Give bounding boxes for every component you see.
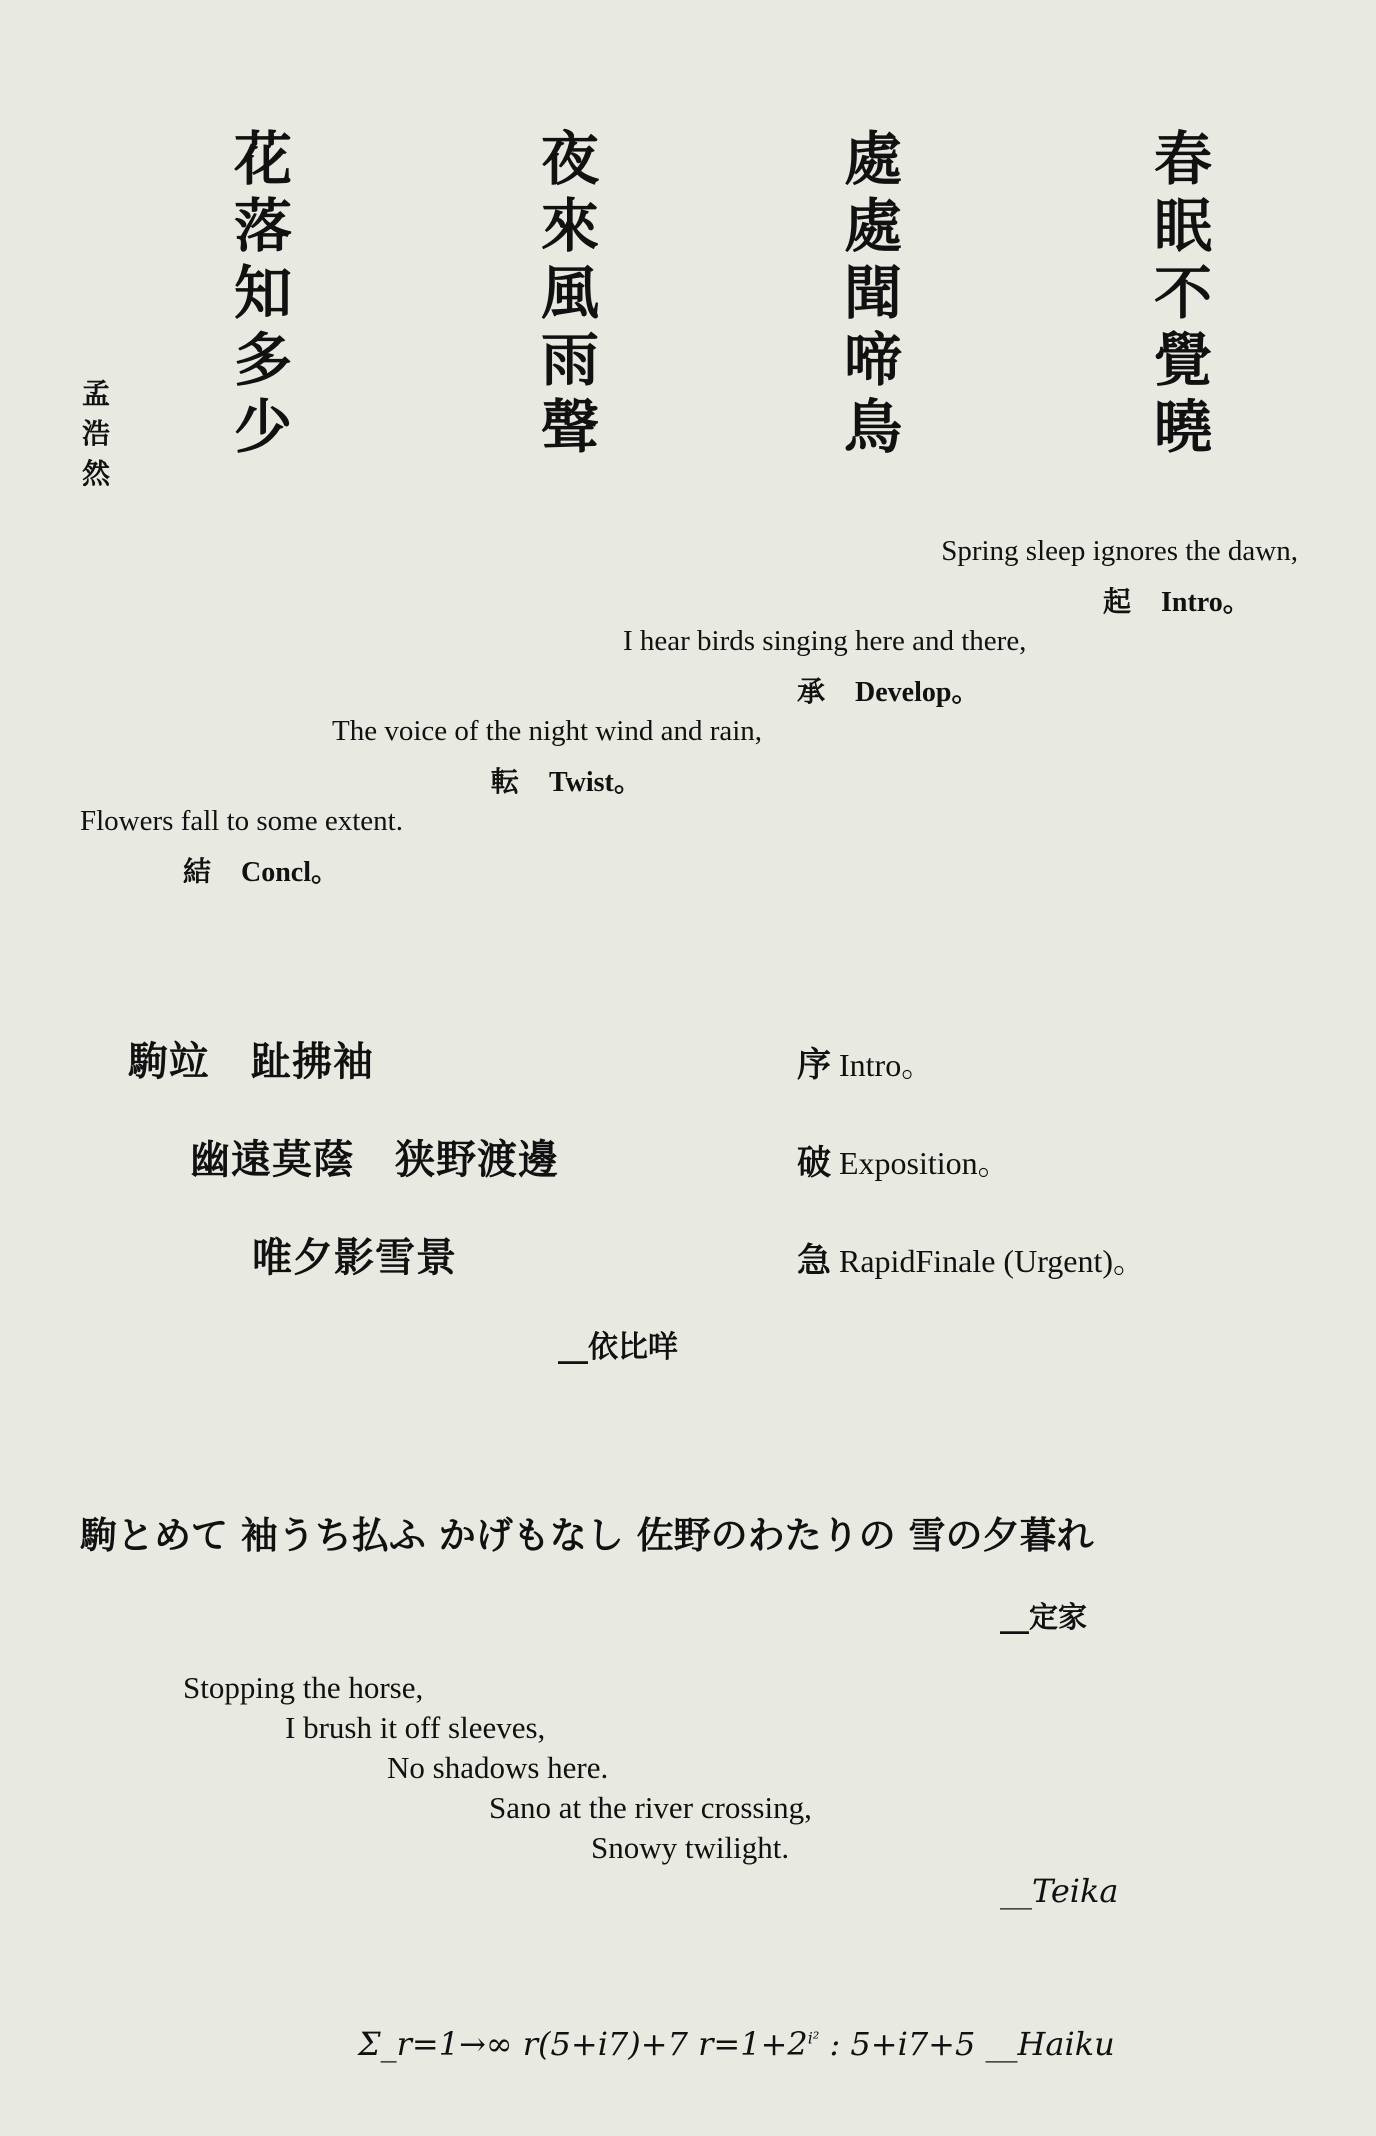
waka-translation-5: Snowy twilight. bbox=[591, 1830, 790, 1865]
waka-translation-2: I brush it off sleeves, bbox=[285, 1710, 546, 1745]
formula-main: Σ_r=1→∞ r(5+i7)+7 r=1+2 bbox=[358, 2025, 808, 2063]
translation-line-1: Spring sleep ignores the dawn, bbox=[941, 535, 1298, 567]
structure-tag-en: Concl。 bbox=[241, 857, 340, 888]
waka-line: 駒とめて 袖うち払ふ かげもなし 佐野のわたりの 雪の夕暮れ bbox=[80, 1513, 1094, 1557]
phase-en: RapidFinale (Urgent)。 bbox=[839, 1243, 1146, 1279]
poem-column-4: 花 落 知 多 少 bbox=[233, 125, 292, 461]
translation-line-2: I hear birds singing here and there, bbox=[623, 625, 1027, 657]
structure-tag-2 bbox=[797, 670, 979, 710]
waka-translation-3: No shadows here. bbox=[387, 1750, 609, 1785]
translation-line-4: Flowers fall to some extent. bbox=[80, 805, 403, 837]
phase-label-3 bbox=[797, 1233, 1145, 1282]
structure-tag-cj: 承 bbox=[797, 675, 826, 708]
structure-tag-cj: 起 bbox=[1103, 585, 1132, 618]
waka-translation-1: Stopping the horse, bbox=[183, 1670, 424, 1705]
waka-signature: __定家 bbox=[1000, 1600, 1088, 1634]
phase-cj: 急 bbox=[797, 1241, 831, 1281]
poem-column-1: 春 眠 不 覺 曉 bbox=[1153, 125, 1212, 461]
structure-tag-4 bbox=[183, 850, 339, 890]
structure-tag-3 bbox=[491, 760, 642, 800]
structure-tag-en: Twist。 bbox=[549, 767, 642, 798]
waka-translation-4: Sano at the river crossing, bbox=[489, 1790, 812, 1825]
formula-tail: : 5+i7+5 __Haiku bbox=[819, 2025, 1115, 2063]
poem-column-2: 處 處 聞 啼 鳥 bbox=[843, 125, 902, 461]
structure-tag-cj: 結 bbox=[183, 855, 212, 888]
haiku-formula bbox=[358, 2025, 1115, 2063]
phase-label-1 bbox=[797, 1037, 933, 1086]
poem-column-3: 夜 來 風 雨 聲 bbox=[540, 125, 599, 461]
formula-superscript: i² bbox=[807, 2028, 820, 2048]
kanji-line-1: 駒竝 趾拂袖 bbox=[128, 1038, 374, 1085]
structure-tag-cj: 転 bbox=[491, 765, 520, 798]
translation-signature: __Teika bbox=[1000, 1872, 1119, 1910]
translation-line-3: The voice of the night wind and rain, bbox=[332, 715, 763, 747]
poem-author: 孟浩然 bbox=[81, 377, 110, 490]
structure-tag-en: Intro。 bbox=[1161, 587, 1251, 618]
kanji-line-3: 唯夕影雪景 bbox=[252, 1234, 457, 1281]
poem2-signature: __依比咩 bbox=[558, 1330, 678, 1365]
phase-en: Intro。 bbox=[839, 1047, 934, 1083]
structure-tag-1 bbox=[1103, 580, 1251, 620]
phase-en: Exposition。 bbox=[839, 1145, 1010, 1181]
phase-cj: 破 bbox=[797, 1143, 831, 1183]
structure-tag-en: Develop。 bbox=[855, 677, 980, 708]
phase-cj: 序 bbox=[797, 1045, 831, 1085]
kanji-line-2: 幽遠莫蔭 狭野渡邊 bbox=[190, 1136, 559, 1183]
phase-label-2 bbox=[797, 1135, 1010, 1184]
